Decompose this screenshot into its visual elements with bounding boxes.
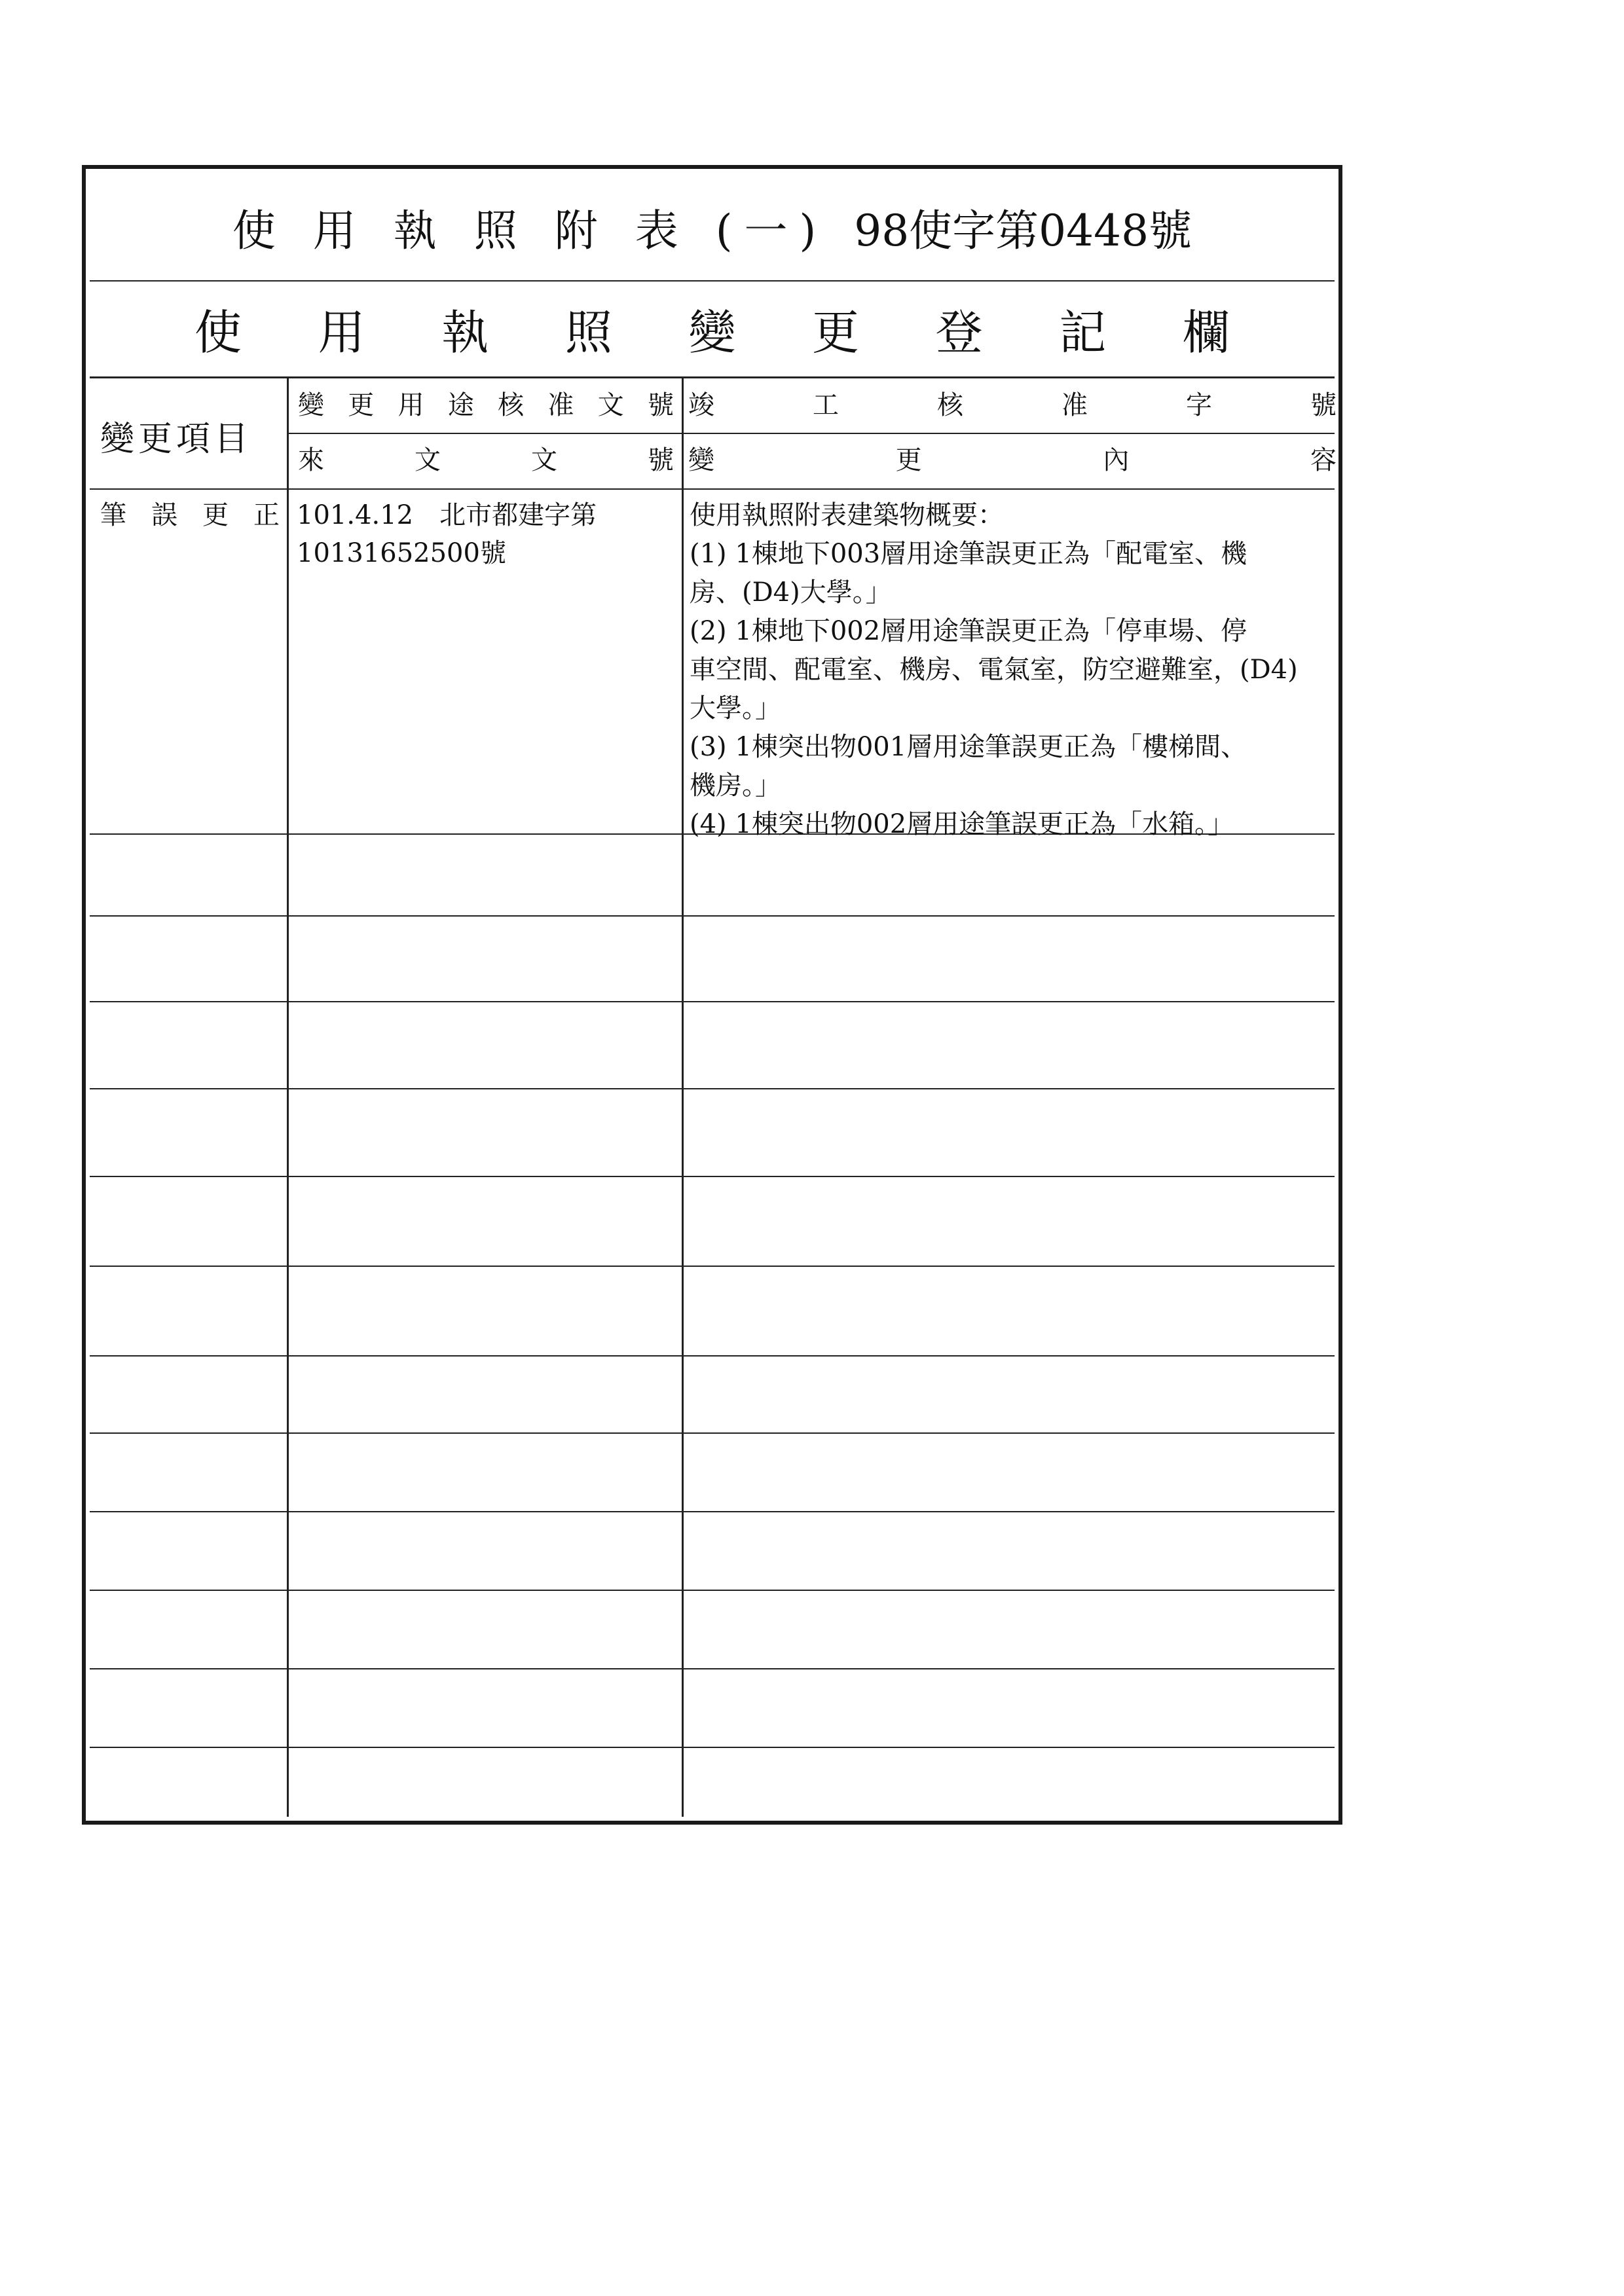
content-line: 使用執照附表建築物概要： xyxy=(690,500,1004,530)
item-char: 誤 xyxy=(151,500,177,530)
heading-char: 記 xyxy=(1059,304,1107,360)
doc-line: 101.4.12 北市都建字第 xyxy=(297,500,597,530)
content-line: (1) 1棟地下003層用途筆誤更正為「配電室、機 xyxy=(690,539,1247,569)
item-char: 更 xyxy=(202,500,229,530)
incoming-doc-header xyxy=(298,441,674,479)
row-line xyxy=(90,1511,1335,1512)
license-appendix-table xyxy=(82,165,1342,1825)
content-line: (3) 1棟突出物001層用途筆誤更正為「樓梯間、 xyxy=(690,732,1247,762)
header-char: 核 xyxy=(498,390,525,420)
heading-char: 欄 xyxy=(1182,304,1230,360)
heading-char: 使 xyxy=(194,304,242,360)
header-char: 文 xyxy=(415,445,441,475)
approval-doc-header xyxy=(298,386,674,424)
row-line xyxy=(90,1668,1335,1669)
row-doc-cell xyxy=(297,496,597,572)
header-bottom-line xyxy=(90,488,1335,490)
column-divider xyxy=(682,378,684,1817)
header-char: 用 xyxy=(397,390,424,420)
change-table-grid xyxy=(90,378,1335,1817)
header-char: 准 xyxy=(1061,390,1088,420)
license-number: 98使字第0448號 xyxy=(854,205,1192,256)
header-char: 途 xyxy=(447,390,474,420)
content-line: (2) 1棟地下002層用途筆誤更正為「停車場、停 xyxy=(690,616,1247,646)
page-title: 使 用 執 照 附 表 (一) xyxy=(232,205,828,256)
heading-char: 登 xyxy=(935,304,983,360)
header-char: 變 xyxy=(688,445,714,475)
content-line: 大學。」 xyxy=(690,693,781,723)
row-content-cell xyxy=(690,496,1298,844)
row-line xyxy=(90,1266,1335,1267)
header-char: 工 xyxy=(813,390,839,420)
heading-char: 照 xyxy=(564,304,612,360)
heading-char: 更 xyxy=(812,304,860,360)
change-content-header xyxy=(688,441,1337,479)
completion-approval-header xyxy=(688,386,1337,424)
row-line xyxy=(90,1001,1335,1002)
header-char: 變 xyxy=(298,390,324,420)
header-char: 號 xyxy=(648,445,674,475)
row-line xyxy=(90,1747,1335,1748)
item-char: 筆 xyxy=(100,500,126,530)
header-char: 字 xyxy=(1186,390,1212,420)
row-line xyxy=(90,915,1335,917)
doc-line: 10131652500號 xyxy=(297,538,506,568)
header-char: 文 xyxy=(531,445,557,475)
heading-char: 用 xyxy=(318,304,365,360)
heading-char: 執 xyxy=(441,304,489,360)
row-line xyxy=(90,1355,1335,1357)
column-divider xyxy=(287,378,289,1817)
row-line xyxy=(90,1176,1335,1177)
item-char: 正 xyxy=(253,500,280,530)
change-item-header: 變更項目 xyxy=(100,420,253,459)
row-line xyxy=(90,1088,1335,1089)
header-char: 容 xyxy=(1310,445,1337,475)
header-char: 准 xyxy=(547,390,574,420)
content-line: (4) 1棟突出物002層用途筆誤更正為「水箱。」 xyxy=(690,809,1234,839)
change-registration-heading xyxy=(90,280,1335,378)
header-char: 更 xyxy=(895,445,922,475)
content-line: 房、(D4)大學。」 xyxy=(690,577,892,608)
row-line xyxy=(90,1590,1335,1591)
header-char: 內 xyxy=(1103,445,1130,475)
header-char: 來 xyxy=(298,445,324,475)
header-char: 更 xyxy=(348,390,375,420)
row-line xyxy=(90,1432,1335,1434)
header-split-line xyxy=(287,433,1335,434)
header-char: 號 xyxy=(647,390,674,420)
heading-char: 變 xyxy=(688,304,736,360)
content-line: 車空間、配電室、機房、電氣室，防空避難室，(D4) xyxy=(690,655,1298,685)
header-char: 文 xyxy=(597,390,624,420)
row-item-cell xyxy=(100,496,280,534)
title-row xyxy=(90,173,1335,282)
header-char: 號 xyxy=(1310,390,1337,420)
header-char: 竣 xyxy=(688,390,714,420)
content-line: 機房。」 xyxy=(690,771,781,801)
header-char: 核 xyxy=(937,390,963,420)
